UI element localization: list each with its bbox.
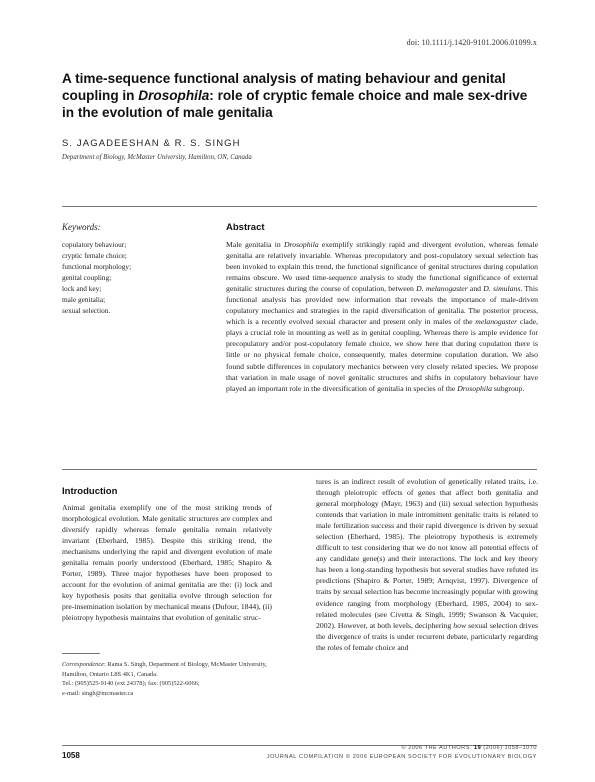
abstract-seg: and <box>467 284 484 294</box>
doi: doi: 10.1111/j.1420-9101.2006.01099.x <box>406 38 537 47</box>
intro-seg: sexual selection drives the divergence of traits is under recurrent debate, particularly regarding the roles of female choice and <box>316 620 538 652</box>
abstract-italic: melanogaster <box>475 317 518 327</box>
keyword-item: copulatory behaviour; <box>62 240 127 249</box>
abstract-seg: subgroup. <box>491 383 525 393</box>
keywords-list <box>62 239 131 316</box>
title-part2: : role of cryptic female choice and male sex-drive in the evolution of male genitalia <box>62 88 528 120</box>
affiliation: Department of Biology, McMaster University, Hamilton, ON, Canada <box>62 154 252 161</box>
authors: S. JAGADEESHAN & R. S. SINGH <box>62 138 241 149</box>
abstract-seg: . This functional analysis has provided new information that reveals the importance of male-driven copulatory mechanics and strategies in the rapid diversification of genitalia. The posterior process, which is a recently evolved sexual character and present only in males of the <box>226 284 538 327</box>
keyword-item: sexual selection. <box>62 306 111 315</box>
title-part1: A time-sequence functional analysis of mating behaviour and genital coupling in <box>62 71 506 103</box>
correspondence-divider <box>62 653 100 654</box>
abstract-italic: D. simulans <box>483 284 521 294</box>
footer-journal: JOURNAL COMPILATION © 2006 EUROPEAN SOCIETY FOR EVOLUTIONARY BIOLOGY <box>266 754 537 760</box>
footer-volume: 19 <box>473 745 482 751</box>
title-italic: Drosophila <box>138 88 210 103</box>
abstract-italic: D. melanogaster <box>416 284 468 294</box>
correspondence-phone: Tel.: (905)525-9140 (ext 24378); fax: (905)522-6066; <box>62 680 200 688</box>
correspondence-address: : Rama S. Singh, Department of Biology, McMaster University, Hamilton, Ontario L8S 4K1, Canada. <box>62 661 267 678</box>
introduction-left-column: Animal genitalia exemplify one of the most striking trends of morphological evolution. Male genitalic structures are complex and diversify rapidly whereas female genitalia remain relatively invariant (Eberhard, 1985). Despite this striking trend, the mechanisms underlying the rapid and divergent evolution of male genitalia remain poorly understood (Eberhard, 1985; Shapiro & Porter, 1989). Three major hypotheses have been proposed to account for the evolution of animal genitalia are the: (i) lock and key hypothesis posits that genitalia evolve through selection for pre-insemination isolation by mechanical means (Dufour, 1844), (ii) pleiotropy hypothesis maintains that evolution of genitalic struc- <box>62 503 272 623</box>
keywords-heading: Keywords: <box>62 222 101 232</box>
keyword-item: male genitalia; <box>62 295 106 304</box>
introduction-heading: Introduction <box>62 486 118 497</box>
abstract-italic: Drosophila <box>283 240 319 249</box>
abstract-italic: Drosophila <box>457 383 492 393</box>
correspondence-note <box>62 660 274 698</box>
footer-copyright <box>402 745 537 751</box>
abstract-seg: exemplify strikingly rapid and divergent evolution, whereas female genitalia are relatively invariable. Whereas precopulatory and post-copulatory sexual selection has been invoked to explain this trend, the functional significance of genital structures during copulation remains obscure. We used time-sequence analysis to study the functional significance of external genitalic structures during the course of copulation, between <box>226 240 538 294</box>
keyword-item: lock and key; <box>62 284 102 293</box>
abstract-heading: Abstract <box>226 222 265 233</box>
intro-italic: how <box>453 620 467 630</box>
intro-seg: tures is an indirect result of evolution of genetically related traits, i.e. through pleiotropic effects of genes that affect both genitalia and general morphology (Mayr, 1963) and (iii) sexual selection hypothesis contends that variation in male intromittent genitalic traits is related to male fertilization success and their rapid divergence is driven by sexual selection (Eberhard, 1985). The pleiotropy hypothesis is extremely difficult to test considering that we do not know all potential effects of any candidate gene(s) and their interactions. The lock and key theory has been a long-standing hypothesis but several studies have refuted its predictions (Shapiro & Porter, 1989; Arnqvist, 1997). Divergence of traits by sexual selection has become increasingly popular with growing evidence ranging from morphology (Eberhard, 1985, 2004) to sex-related molecules (see Civetta & Singh, 1999; Swanson & Vacquier, 2002). However, at both levels, deciphering <box>316 477 538 630</box>
keyword-item: genital coupling; <box>62 273 112 282</box>
abstract-seg: Male genitalia in <box>226 240 284 249</box>
section-divider <box>62 469 537 470</box>
correspondence-email: e-mail: singh@mcmaster.ca <box>62 689 134 697</box>
top-divider <box>62 206 537 207</box>
keyword-item: cryptic female choice; <box>62 251 127 260</box>
footer-seg: (2006) 1058–1070 <box>481 745 537 751</box>
footer-seg: © 2006 THE AUTHORS. <box>401 745 474 751</box>
page-number: 1058 <box>62 751 80 760</box>
introduction-right-column <box>316 476 538 653</box>
correspondence-label: Correspondence <box>62 661 105 668</box>
abstract-text <box>226 239 538 394</box>
keyword-item: functional morphology; <box>62 262 132 271</box>
paper-title <box>62 70 542 121</box>
abstract-seg: clade, plays a crucial role in mounting as well as in genital coupling. Whereas there is ample evidence for precopulatory and/or post-copulatory female choice, we show here that during copulation there is little or no physical female choice, consequently, males determine copulation duration. We also found subtle differences in copulatory mechanics between very closely related species. We propose that variation in male usage of novel genitalic structures and shifts in copulatory behaviour have played an important role in the diversification of genitalia in species of the <box>226 317 539 393</box>
